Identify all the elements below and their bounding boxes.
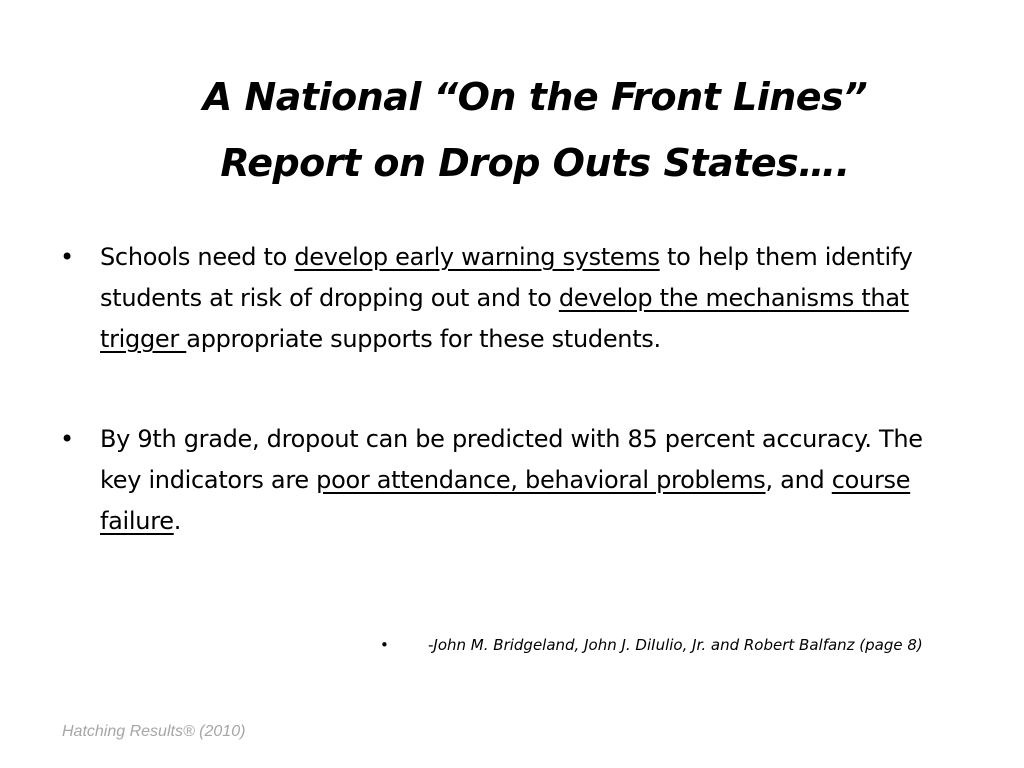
underlined-phrase: develop early warning systems bbox=[294, 243, 660, 271]
citation-text: -John M. Bridgeland, John J. DiIulio, Jr. and Robert Balfanz (page 8) bbox=[428, 636, 923, 654]
bullet-text: , and bbox=[765, 466, 832, 494]
bullet-icon: • bbox=[380, 636, 389, 654]
underlined-phrase: develop the mechanisms that trigger bbox=[100, 284, 909, 353]
underlined-phrase: poor attendance, behavioral problems bbox=[316, 466, 766, 494]
slide-title bbox=[60, 64, 1010, 196]
bullet-text: Schools need to bbox=[100, 243, 295, 271]
citation bbox=[380, 634, 1000, 656]
bullet-list bbox=[60, 237, 960, 542]
bullet-text: appropriate supports for these students. bbox=[186, 325, 661, 353]
bullet-icon: • bbox=[60, 425, 74, 453]
bullet-item-predictors bbox=[60, 419, 960, 542]
bullet-item-early-warning bbox=[60, 237, 960, 360]
footer-copyright: Hatching Results® (2010) bbox=[62, 723, 246, 740]
title-line-2: Report on Drop Outs States…. bbox=[220, 141, 850, 185]
bullet-text: By 9th grade, dropout can be predicted with 85 percent accuracy. The key indicators are bbox=[100, 425, 923, 494]
underlined-phrase: course failure bbox=[100, 466, 911, 535]
title-line-1: A National “On the Front Lines” bbox=[202, 75, 868, 119]
bullet-text: to help them identify students at risk of dropping out and to bbox=[100, 243, 913, 312]
bullet-text: . bbox=[173, 507, 182, 535]
bullet-icon: • bbox=[60, 243, 74, 271]
